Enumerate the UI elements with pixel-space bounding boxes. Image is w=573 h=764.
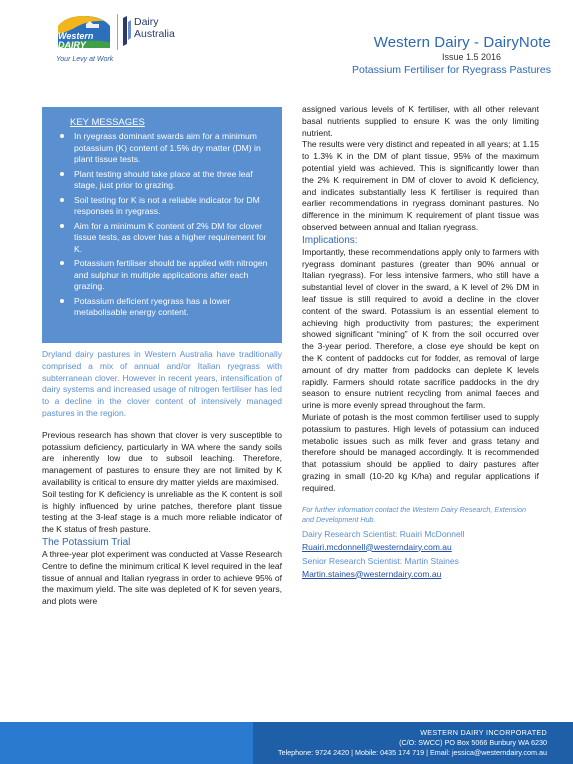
footer-company: WESTERN DAIRY INCORPORATED (420, 728, 547, 737)
contact-1-label: Dairy Research Scientist: Ruairi McDonnell (302, 528, 465, 539)
dairy-australia-line1: Dairy (134, 16, 159, 28)
page-subtitle: Potassium Fertiliser for Ryegrass Pastures (352, 64, 551, 76)
footer-text (278, 728, 547, 758)
title-block (352, 34, 551, 76)
list-item: Aim for a minimum K content of 2% DM for clover tissue tests, as clover has a higher requirement for K. (60, 221, 272, 256)
contact-2-label: Senior Research Scientist: Martin Staines (302, 555, 459, 566)
footer-address: (C/O: SWCC) PO Box 5066 Bunbury WA 6230 (399, 738, 547, 747)
body-paragraph: A three-year plot experiment was conducted at Vasse Research Centre to define the minimum critical K level required in the leaf tissue of annual and Italian ryegrass in order to achieve 95% of the maximum yield. The site was depleted of K for seven years, and plots were (42, 548, 282, 607)
body-paragraph: Previous research has shown that clover is very susceptible to potassium deficiency, particularly in WA where the sandy soils are inherently low due to subsoil leaching. Therefore, management of pastures to ensure they are not limited by K availability is critical to ensure dry matter yields are maximised. (42, 429, 282, 487)
body-paragraph: Muriate of potash is the most common fertiliser used to supply potassium to pastures. High levels of potassium can induced metabolic issues such as milk fever and grass tetany and therefore should be managed accordingly. It is recommended that potassium should be applied to dairy pastures after grazing in small (10-20 kg K/ha) and regular applications if required. (302, 411, 539, 493)
further-info-note: For further information contact the Western Dairy Research, Extension and Development Hub. (302, 504, 526, 524)
body-paragraph: assigned various levels of K fertiliser, with all other relevant basal nutrients supplied to ensure K was the only limiting nutrient. (302, 104, 539, 138)
right-column (302, 104, 539, 579)
trial-heading: The Potassium Trial (42, 536, 131, 548)
implications-heading: Implications: (302, 234, 358, 246)
body-paragraph: The results were very distinct and repeated in all years; at 1.15 to 1.3% K in the DM of plant tissue, 95% of the maximum potential yield was achieved. This is significantly lower than the 2% K requirement in DM of clover to avoid K deficiency, and indicates substantially less K fertiliser is required than earlier recommendations in ryegrass dominant pastures. No difference in the minimum K requirement of plant tissue was observed between annual and Italian ryegrass. (302, 139, 539, 232)
dairy-australia-mark-icon (122, 16, 132, 46)
key-messages-list (60, 131, 272, 319)
list-item: Potassium fertiliser should be applied with nitrogen and sulphur in multiple applications after each grazing. (60, 258, 272, 293)
list-item: In ryegrass dominant swards aim for a minimum potassium (K) content of 1.5% dry matter (DM) in plant tissue tests. (60, 131, 272, 166)
dairy-australia-line2: Australia (134, 28, 175, 40)
contact-2-email-link[interactable]: Martin.staines@westerndairy.com.au (302, 568, 442, 579)
logo-block (56, 10, 176, 76)
tagline: Your Levy at Work (56, 56, 114, 63)
list-item: Plant testing should take place at the three leaf stage, just prior to grazing. (60, 169, 272, 192)
key-messages-heading: KEY MESSAGES (70, 117, 145, 128)
footer-contact: Telephone: 9724 2420 | Mobile: 0435 174 719 | Email: jessica@westerndairy.com.au (277, 748, 547, 757)
body-paragraph: Soil testing for K deficiency is unreliable as the K content is soil is highly influenced by urine patches, therefore plant tissue testing at the 3-leaf stage is a much more reliable indicator of the K status of fresh pasture. (42, 488, 282, 535)
page-title: Western Dairy - DairyNote (373, 34, 551, 51)
contact-1-email-link[interactable]: Ruairi.mcdonnell@westerndairy.com.au (302, 541, 452, 552)
western-dairy-logo-text: Western DAIRY (58, 31, 94, 50)
list-item: Soil testing for K is not a reliable indicator for DM responses in ryegrass. (60, 195, 272, 218)
logo-divider (117, 14, 118, 50)
key-messages-box (42, 107, 282, 343)
list-item: Potassium deficient ryegrass has a lower metabolisable energy content. (60, 296, 272, 319)
intro-paragraph: Dryland dairy pastures in Western Australia have traditionally comprised a mix of annual and/or Italian ryegrass with subterranean clover. However in recent years, intensification of dairy systems and increased usage of nitrogen fertiliser has led to a decline in the clover content of intensively managed pastures in the region. (42, 349, 282, 418)
dairy-australia-logo (122, 16, 176, 50)
footer (0, 722, 573, 764)
issue-number: Issue 1.5 2016 (441, 52, 501, 62)
left-column (42, 349, 282, 608)
body-paragraph: Importantly, these recommendations apply only to farmers with ryegrass dominant pastures (greater than 90% annual or Italian ryegrass). For less intensive farmers, who still have a substantial level of clover in the sward, a K level of 2% DM in leaf tissue is still required to avoid a decline in the clover content of the sward. Potassium is an essential element to achieving high productivity from pastures; the experiment showed significant “mining” of K from the soil occurred over the 3-year period. Therefore, a close eye should be kept on the K content of paddocks cut for fodder, as removal of large amount of dry matter from paddocks can deplete K levels rapidly. Farmers should rotate sacrifice paddocks in the dry season to ensure nutrient recycling from animal faeces and urine is more evenly spread throughout the farm. (302, 246, 539, 411)
